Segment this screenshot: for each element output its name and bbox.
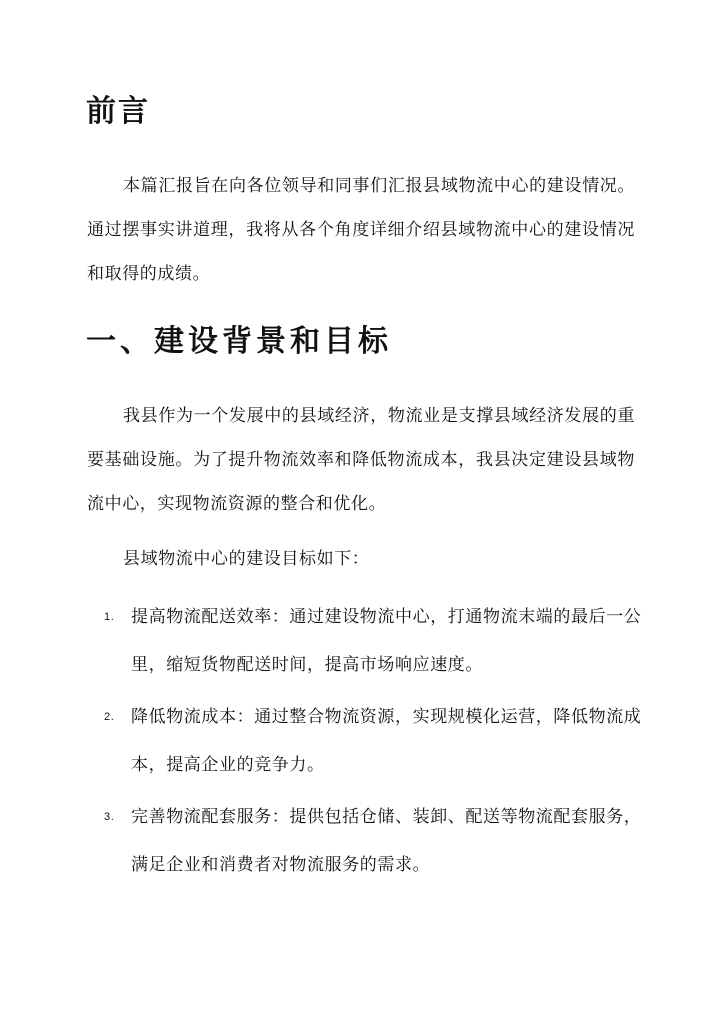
list-item (104, 793, 651, 889)
goals-intro: 县域物流中心的建设目标如下： (123, 549, 370, 569)
list-item (104, 593, 651, 689)
section-heading: 一、建设背景和目标 (86, 324, 392, 359)
preface-paragraph: 本篇汇报旨在向各位领导和同事们汇报县域物流中心的建设情况。通过摆事实讲道理，我将从各个角度详细介绍县域物流中心的建设情况和取得的成绩。 (87, 176, 635, 284)
preface-heading: 前言 (86, 94, 150, 129)
list-item-number: 3. (104, 811, 115, 823)
list-item-text: 提高物流配送效率：通过建设物流中心，打通物流末端的最后一公里，缩短货物配送时间，提高市场响应速度。 (131, 607, 642, 675)
list-item (104, 693, 651, 789)
list-item-text: 完善物流配套服务：提供包括仓储、装卸、配送等物流配套服务，满足企业和消费者对物流服务的需求。 (131, 807, 642, 875)
list-item-text: 降低物流成本：通过整合物流资源，实现规模化运营，降低物流成本，提高企业的竞争力。 (131, 707, 642, 775)
list-item-number: 1. (104, 611, 115, 623)
list-item-number: 2. (104, 711, 115, 723)
background-paragraph: 我县作为一个发展中的县域经济，物流业是支撑县域经济发展的重要基础设施。为了提升物流效率和降低物流成本，我县决定建设县域物流中心，实现物流资源的整合和优化。 (87, 406, 635, 514)
